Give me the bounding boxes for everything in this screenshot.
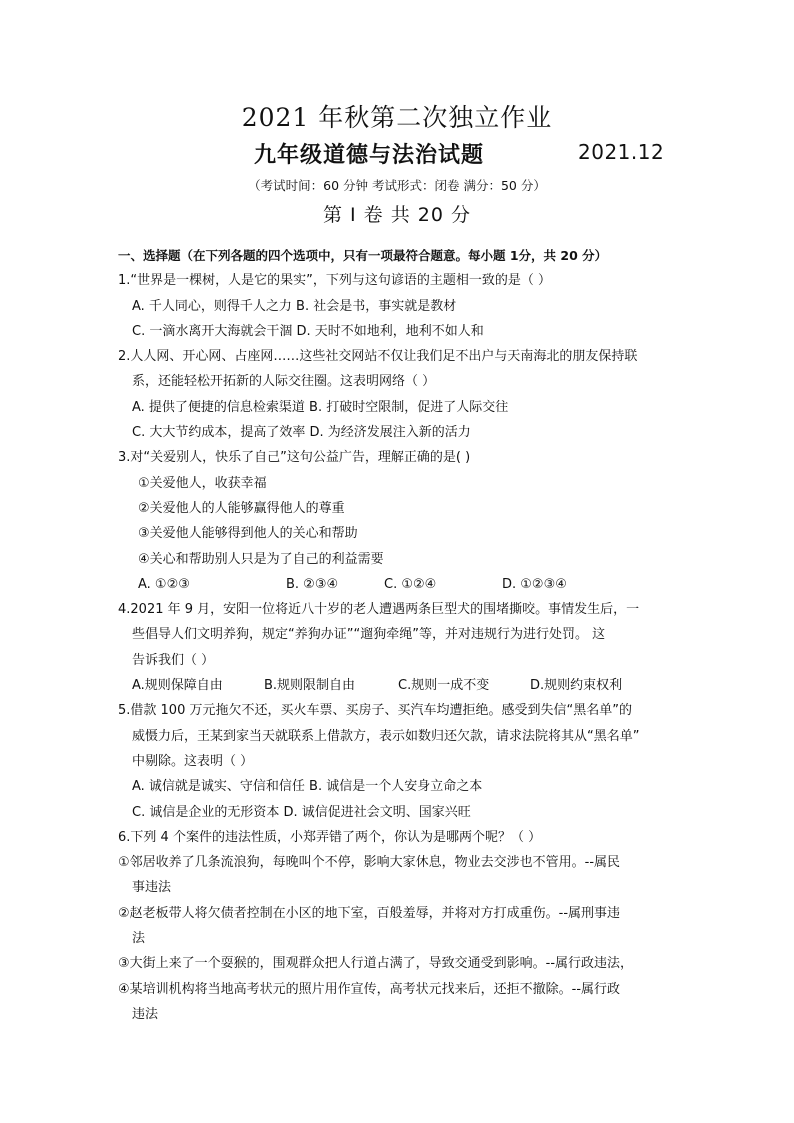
case-item: ③大街上来了一个耍猴的，围观群众把人行道占满了，导致交通受到影响。--属行政违法， bbox=[118, 956, 634, 972]
question-2 bbox=[118, 344, 678, 445]
option-a: A.规则保障自由 bbox=[132, 678, 223, 694]
question-stem: 6.下列 4 个案件的违法性质，小郑弄错了两个，你认为是哪两个呢？（ ） bbox=[118, 829, 542, 845]
case-item-cont: 法 bbox=[132, 931, 146, 947]
question-5 bbox=[118, 698, 678, 824]
option-d: D. ①②③④ bbox=[502, 576, 567, 592]
option-c: C. ①②④ bbox=[384, 576, 437, 592]
options-row bbox=[118, 673, 678, 698]
exam-info: （考试时间：60 分钟 考试形式：闭卷 满分：50 分） bbox=[248, 178, 546, 193]
exam-subtitle: 九年级道德与法治试题 bbox=[254, 143, 485, 168]
option-line: C. 诚信是企业的无形资本 D. 诚信促进社会文明、国家兴旺 bbox=[132, 804, 471, 820]
question-stem: 告诉我们（ ） bbox=[132, 652, 215, 668]
question-3 bbox=[118, 445, 678, 597]
case-item-cont: 事违法 bbox=[132, 880, 172, 896]
question-stem: 些倡导人们文明养狗，规定“养狗办证”“遛狗牵绳”等，并对违规行为进行处罚。 这 bbox=[132, 627, 606, 643]
question-1 bbox=[118, 268, 678, 344]
option-line: A. 提供了便捷的信息检索渠道 B. 打破时空限制，促进了人际交往 bbox=[132, 399, 509, 415]
case-item: ②赵老板带人将欠债者控制在小区的地下室，百般羞辱，并将对方打成重伤。--属刑事违 bbox=[118, 905, 621, 921]
statement: ④关心和帮助别人只是为了自己的利益需要 bbox=[138, 551, 384, 567]
question-stem: 3.对“关爱别人，快乐了自己”这句公益广告，理解正确的是( ) bbox=[118, 450, 471, 466]
option-d: D.规则约束权利 bbox=[530, 678, 623, 694]
exam-date: 2021.12 bbox=[578, 140, 665, 164]
question-4 bbox=[118, 597, 678, 698]
option-line: C. 一滴水离开大海就会干涸 D. 天时不如地利，地利不如人和 bbox=[132, 323, 484, 339]
option-line: C. 大大节约成本，提高了效率 D. 为经济发展注入新的活力 bbox=[132, 425, 471, 441]
question-stem: 5.借款 100 万元拖欠不还，买火车票、买房子、买汽车均遭拒绝。感受到失信“黑名单”的 bbox=[118, 703, 632, 719]
option-line: A. 千人同心，则得千人之力 B. 社会是书，事实就是教材 bbox=[132, 298, 457, 314]
statement: ①关爱他人，收获幸福 bbox=[138, 475, 267, 491]
question-stem: 中剔除。这表明（ ） bbox=[132, 753, 254, 769]
option-c: C.规则一成不变 bbox=[398, 678, 490, 694]
question-stem: 1.“世界是一棵树，人是它的果实”，下列与这句谚语的主题相一致的是（ ） bbox=[118, 273, 552, 289]
question-stem: 2.人人网、开心网、占座网……这些社交网站不仅让我们足不出户与天南海北的朋友保持联 bbox=[118, 349, 638, 365]
statement: ②关爱他人的人能够赢得他人的尊重 bbox=[138, 500, 345, 516]
part-heading: 第 I 卷 共 20 分 bbox=[323, 204, 471, 226]
option-b: B. ②③④ bbox=[286, 576, 339, 592]
exam-content bbox=[118, 243, 678, 1027]
question-stem: 威慑力后，王某到家当天就联系上借款方，表示如数归还欠款，请求法院将其从“黑名单” bbox=[132, 728, 640, 744]
case-item: ①邻居收养了几条流浪狗，每晚叫个不停，影响大家休息，物业去交涉也不管用。--属民 bbox=[118, 855, 621, 871]
option-b: B.规则限制自由 bbox=[264, 678, 356, 694]
case-item: ④某培训机构将当地高考状元的照片用作宣传，高考状元找来后，还拒不撤除。--属行政 bbox=[118, 981, 621, 997]
question-stem: 系，还能轻松开拓新的人际交往圈。这表明网络（ ） bbox=[132, 374, 436, 390]
option-line: A. 诚信就是诚实、守信和信任 B. 诚信是一个人安身立命之本 bbox=[132, 779, 483, 795]
statement: ③关爱他人能够得到他人的关心和帮助 bbox=[138, 526, 358, 542]
option-a: A. ①②③ bbox=[138, 576, 190, 592]
options-row bbox=[118, 572, 678, 597]
question-stem: 4.2021 年 9 月，安阳一位将近八十岁的老人遭遇两条巨型犬的围堵撕咬。事情发生后，一 bbox=[118, 602, 640, 618]
case-item-cont: 违法 bbox=[132, 1006, 159, 1022]
section-heading: 一、选择题（在下列各题的四个选项中，只有一项最符合题意。每小题 1分，共 20 分） bbox=[118, 248, 608, 263]
exam-title: 2021 年秋第二次独立作业 bbox=[241, 103, 553, 132]
question-6 bbox=[118, 825, 678, 1027]
